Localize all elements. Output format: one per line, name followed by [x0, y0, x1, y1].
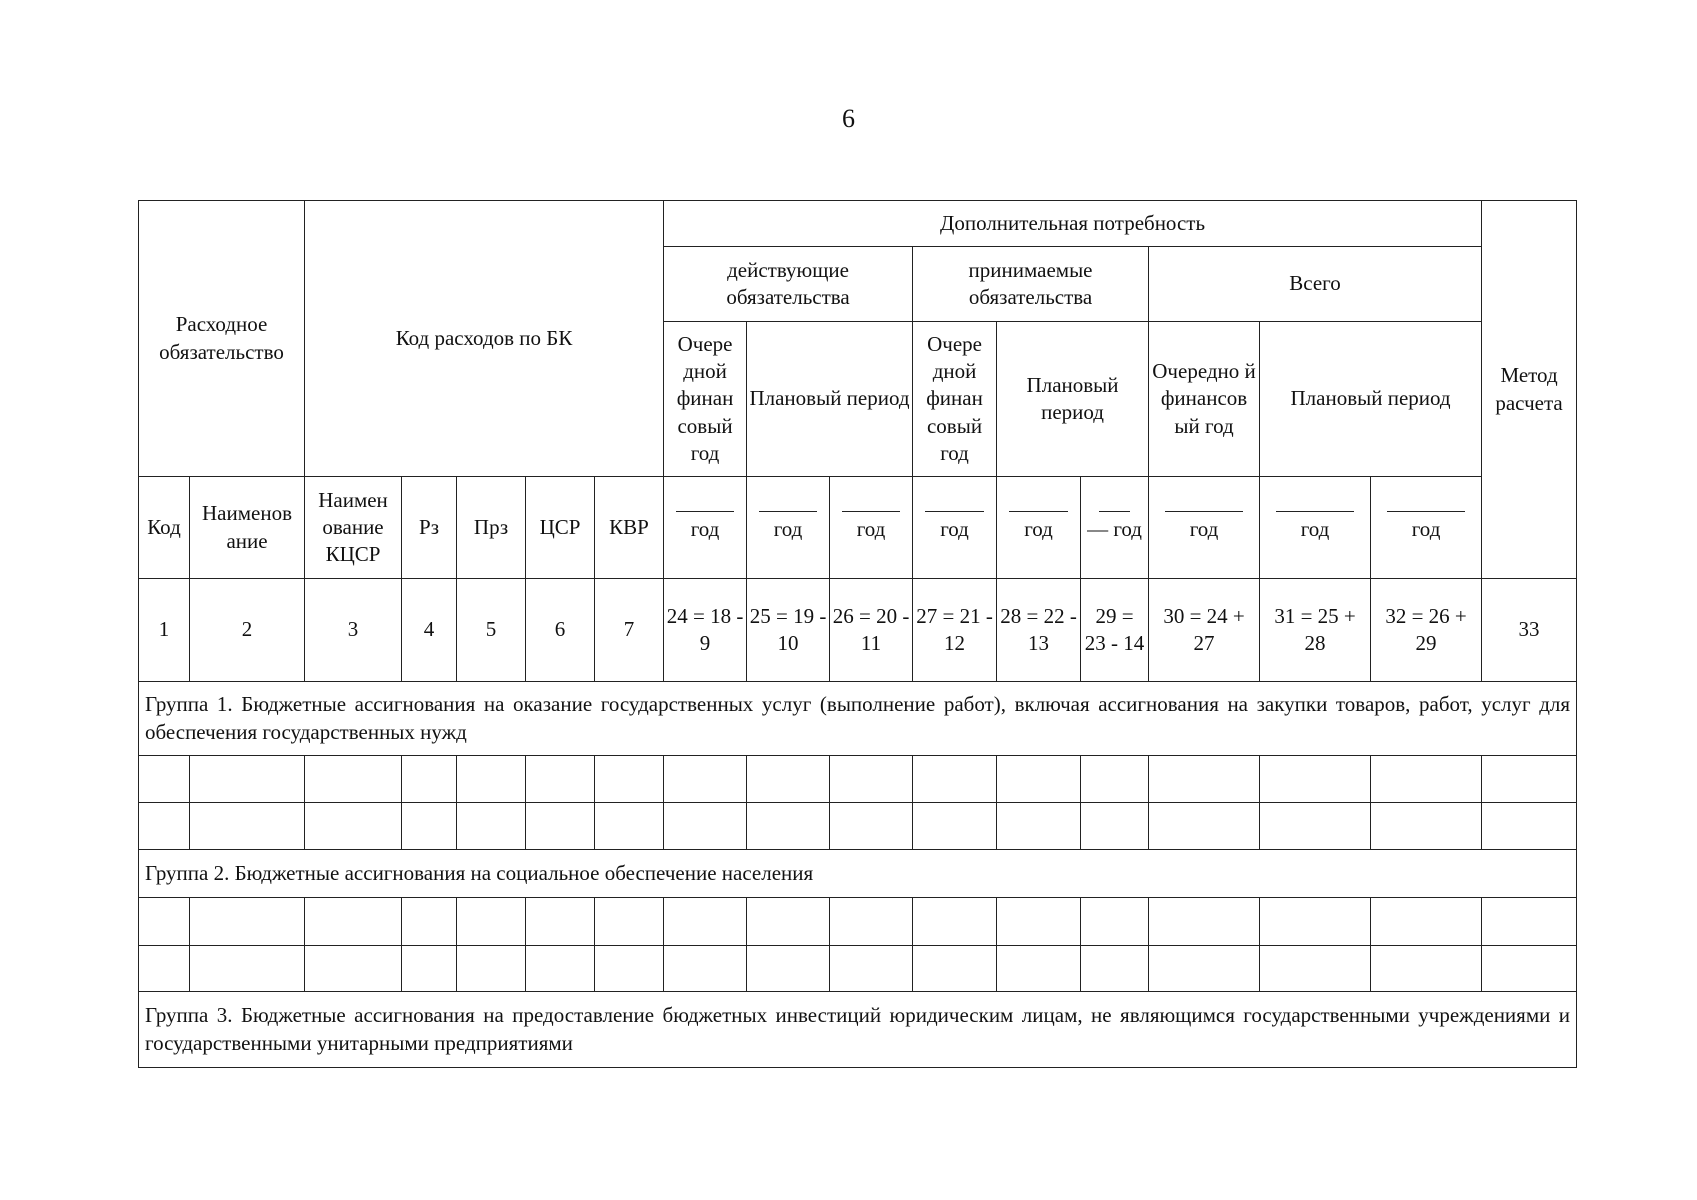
- empty-row: [139, 803, 1577, 850]
- empty-row: [139, 756, 1577, 803]
- header-expense-obligation: Расходное обязательство: [139, 201, 305, 477]
- year-cell: год: [1371, 477, 1482, 579]
- num-cell: 28 = 22 - 13: [997, 579, 1081, 682]
- year-cell: год: [747, 477, 830, 579]
- year-cell: год: [997, 477, 1081, 579]
- num-cell: 5: [457, 579, 526, 682]
- year-cell: год: [830, 477, 913, 579]
- header-next-year-total: Очередно й финансов ый год: [1149, 322, 1260, 477]
- num-cell: 29 = 23 - 14: [1081, 579, 1149, 682]
- header-accepted-obligations: принимаемые обязательства: [913, 247, 1149, 322]
- num-cell: 27 = 21 - 12: [913, 579, 997, 682]
- num-cell: 3: [305, 579, 402, 682]
- num-cell: 25 = 19 - 10: [747, 579, 830, 682]
- col-name: Наименов ание: [190, 477, 305, 579]
- num-cell: 6: [526, 579, 595, 682]
- header-total: Всего: [1149, 247, 1482, 322]
- num-cell: 30 = 24 + 27: [1149, 579, 1260, 682]
- num-cell: 26 = 20 - 11: [830, 579, 913, 682]
- expense-table: [138, 200, 1577, 1068]
- year-cell: год: [1149, 477, 1260, 579]
- group-row: Группа 2. Бюджетные ассигнования на социальное обеспечение населения: [139, 850, 1577, 898]
- num-cell: 32 = 26 + 29: [1371, 579, 1482, 682]
- header-additional-need: Дополнительная потребность: [664, 201, 1482, 247]
- num-cell: 1: [139, 579, 190, 682]
- header-planning-existing: Плановый период: [747, 322, 913, 477]
- year-cell: год: [913, 477, 997, 579]
- year-cell: год: [664, 477, 747, 579]
- header-bk-code: Код расходов по БК: [305, 201, 664, 477]
- year-cell: год: [1260, 477, 1371, 579]
- num-cell: 31 = 25 + 28: [1260, 579, 1371, 682]
- page-number: 6: [842, 104, 855, 133]
- num-cell: 7: [595, 579, 664, 682]
- col-kcsr-name: Наимен ование КЦСР: [305, 477, 402, 579]
- col-rz: Рз: [402, 477, 457, 579]
- header-next-year-existing: Очере дной финан совый год: [664, 322, 747, 477]
- num-cell: 24 = 18 - 9: [664, 579, 747, 682]
- col-kvr: КВР: [595, 477, 664, 579]
- num-cell: 33: [1482, 579, 1577, 682]
- year-cell-dash: — год: [1081, 477, 1149, 579]
- col-csr: ЦСР: [526, 477, 595, 579]
- header-planning-total: Плановый период: [1260, 322, 1482, 477]
- header-planning-accepted: Плановый период: [997, 322, 1149, 477]
- col-prz: Прз: [457, 477, 526, 579]
- group-row: Группа 1. Бюджетные ассигнования на оказание государственных услуг (выполнение работ), включая ассигнования на закупки товаров, работ, услуг для обеспечения государственных нужд: [139, 682, 1577, 756]
- empty-row: [139, 898, 1577, 946]
- header-next-year-accepted: Очере дной финан совый год: [913, 322, 997, 477]
- num-cell: 2: [190, 579, 305, 682]
- group-row: Группа 3. Бюджетные ассигнования на предоставление бюджетных инвестиций юридическим лицам, не являющимся государственными учреждениями и государственными унитарными предприятиями: [139, 992, 1577, 1068]
- empty-row: [139, 946, 1577, 992]
- col-code: Код: [139, 477, 190, 579]
- num-cell: 4: [402, 579, 457, 682]
- header-method: Метод расчета: [1482, 201, 1577, 579]
- header-existing-obligations: действующие обязательства: [664, 247, 913, 322]
